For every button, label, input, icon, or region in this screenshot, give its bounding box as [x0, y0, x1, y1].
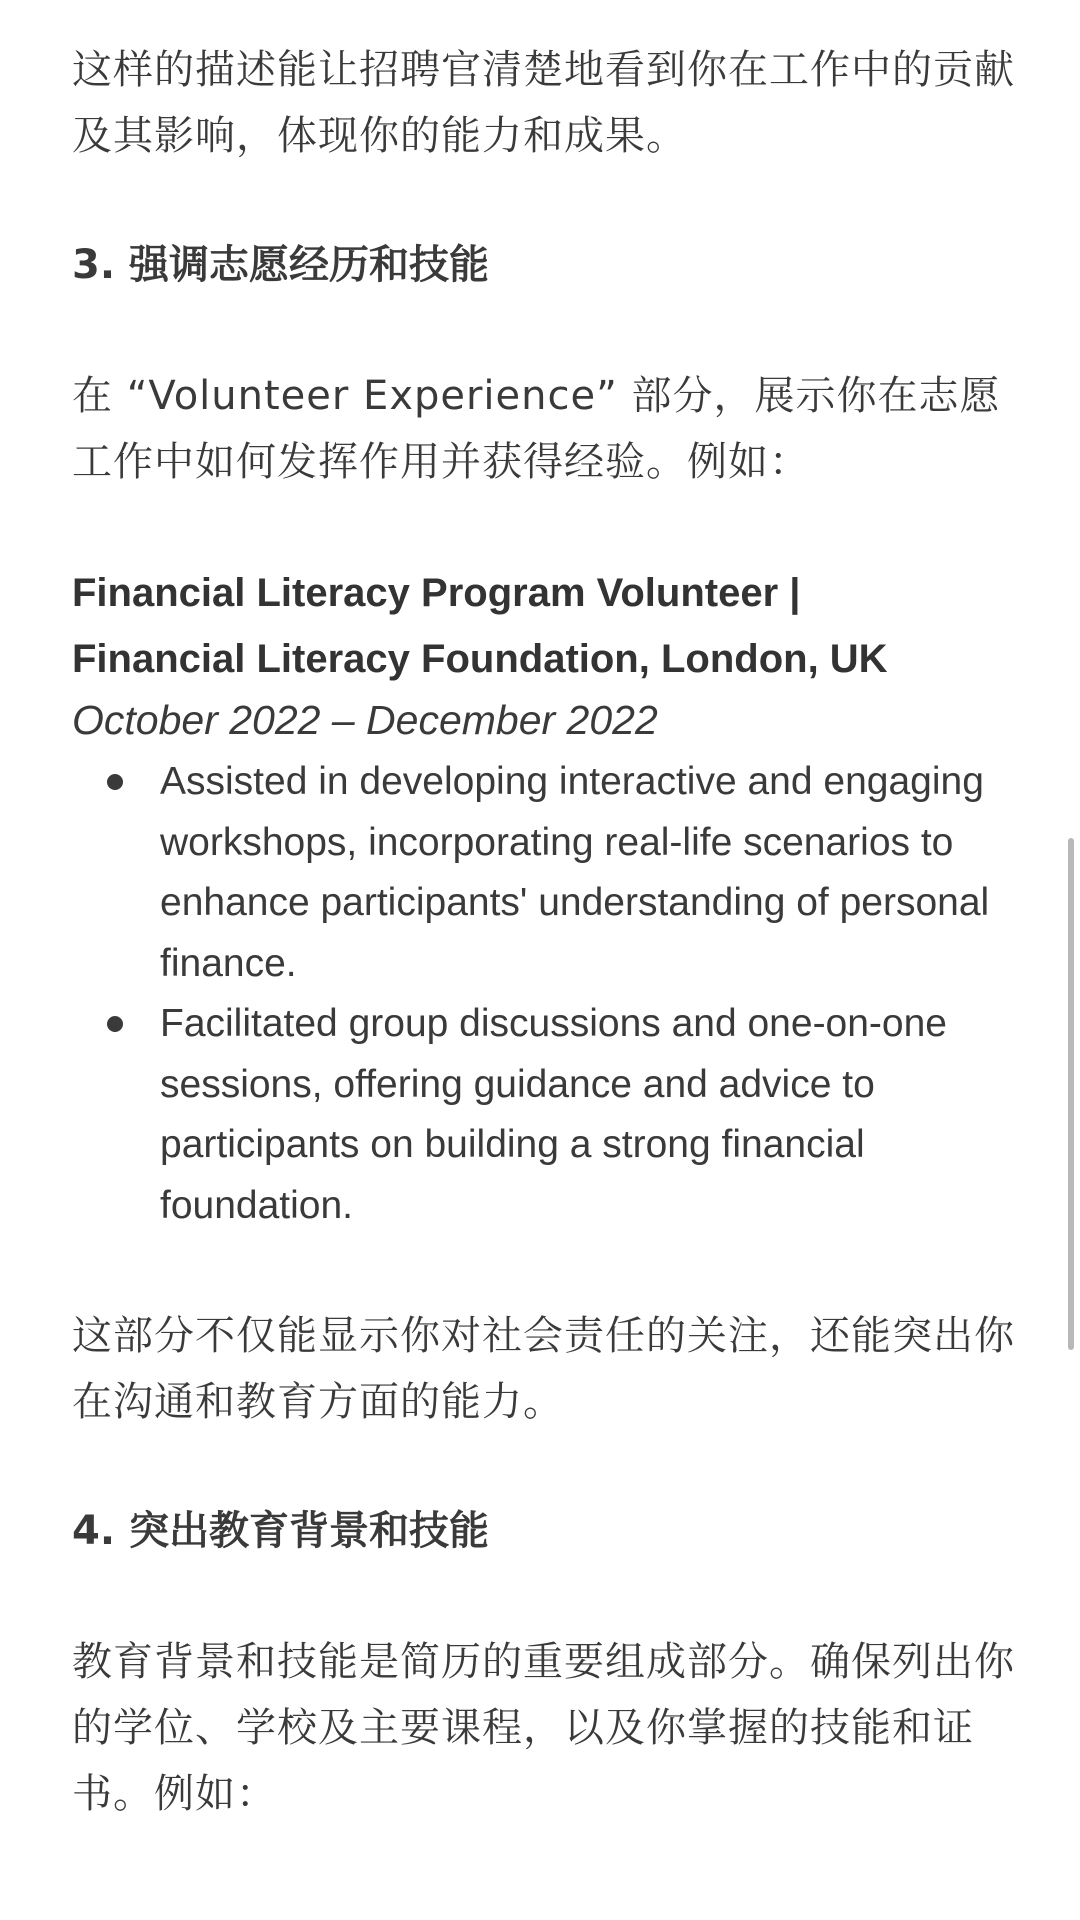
intro-paragraph: 这样的描述能让招聘官清楚地看到你在工作中的贡献及其影响，体现你的能力和成果。: [72, 47, 1015, 159]
bullet-icon: [107, 1016, 123, 1032]
entry-date: October 2022 – December 2022: [72, 697, 658, 743]
section-4-heading: 4. 突出教育背景和技能: [72, 1508, 489, 1554]
volunteer-entry: [72, 560, 1022, 1236]
section-3-intro: 在 “Volunteer Experience” 部分，展示你在志愿工作中如何发挥作用并获得经验。例如：: [72, 373, 1001, 485]
section-3-closing: 这部分不仅能显示你对社会责任的关注，还能突出你在沟通和教育方面的能力。: [72, 1313, 1015, 1425]
entry-bullet-list: [72, 752, 1022, 1236]
section-3-heading: 3. 强调志愿经历和技能: [72, 242, 489, 288]
bullet-text: Facilitated group discussions and one-on-one sessions, offering guidance and advice to participants on building a strong financial foundation.: [160, 1002, 947, 1227]
list-item: [160, 752, 1022, 994]
list-item: [160, 994, 1022, 1236]
bullet-text: Assisted in developing interactive and engaging workshops, incorporating real-life scenarios to enhance participants' understanding of personal finance.: [160, 760, 990, 985]
bullet-icon: [107, 774, 123, 790]
entry-title-line-1: Financial Literacy Program Volunteer |: [72, 571, 801, 615]
scrollbar[interactable]: [1068, 838, 1074, 1350]
section-4-intro: 教育背景和技能是简历的重要组成部分。确保列出你的学位、学校及主要课程，以及你掌握的技能和证书。例如：: [72, 1639, 1015, 1817]
entry-title-line-2: Financial Literacy Foundation, London, UK: [72, 637, 888, 681]
